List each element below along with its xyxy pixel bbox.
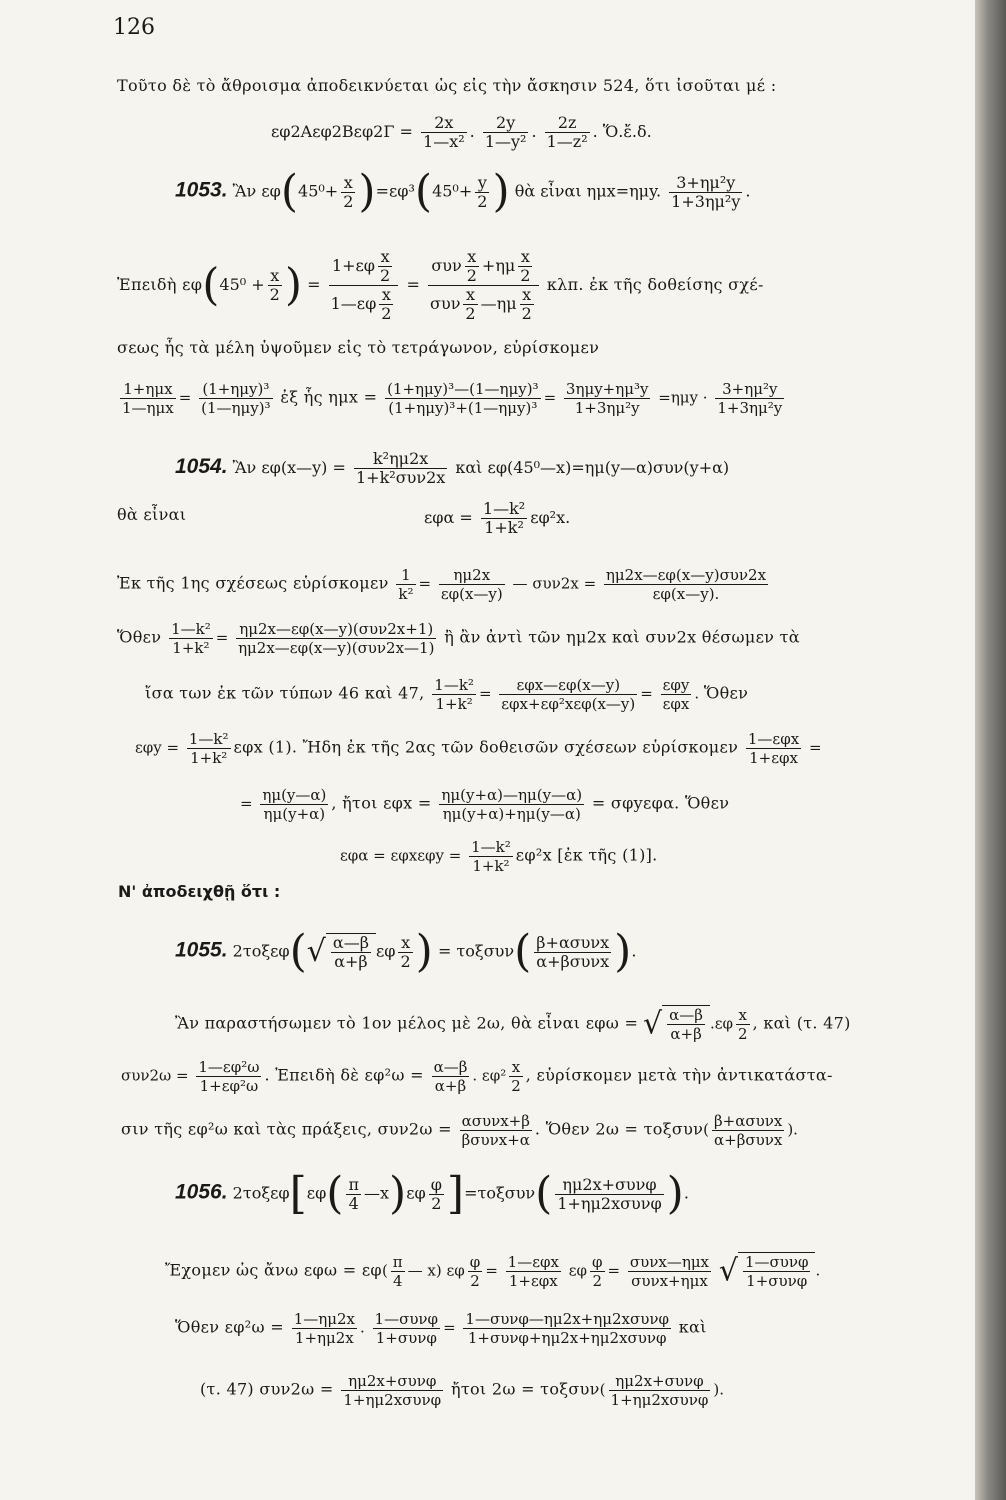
book-page-edge [975, 0, 1006, 1500]
final-line: (τ. 47) συν2ω = $\frac{\text{ημ2x+συνφ}}{\text{1+ημ2xσυνφ}}$ ἤτοι 2ω = τοξσυν( $\frac{\text{ημ2x+συνφ}}{\text{1+ημ2xσυνφ}}$ ). [200, 1372, 724, 1409]
intro-line: Τοῦτο δὲ τὸ ἄθροισμα ἀποδεικνύεται ὡς εἰς τὴν ἄσκησιν 524, ὅτι ἰσοῦται μέ : [117, 76, 777, 95]
substitution-line: σιν τῆς εφ²ω καὶ τὰς πράξεις, συν2ω = $\frac{\text{ασυνx+β}}{\text{βσυνx+α}}$ . Ὅθεν 2ω = τοξσυν( $\frac{\text{β+ασυνx}}{\text{α+βσυνx}}$ ). [121, 1112, 798, 1149]
exercise-1056: 1056. 2τοξεφ[εφ( $\frac{\pi}{4}$ —x)εφ $\frac{\varphi}{2}$ ]=τοξσυν( $\frac{\text{ημ2x+συνφ}}{\text{1+ημ2xσυνφ}}$ ). [175, 1168, 689, 1219]
tan-y-line: εφy = $\frac{\text{1—k²}}{\text{1+k²}}$ εφx (1). Ἤδη ἐκ τῆς 2ας τῶν δοθεισῶν σχέσεων εὑρίσκομεν $\frac{\text{1—εφx}}{\text{1+εφx}}$ = [135, 730, 822, 767]
equal-values-line: ἴσα των ἐκ τῶν τύπων 46 καὶ 47, $\frac{\text{1—k²}}{\text{1+k²}}$ = $\frac{\text{εφx—εφ(x—y)}}{\text{εφx+εφ²xεφ(x—y)}}$ = $\frac{\text{εφy}}{\text{εφx}}$ . Ὅθεν [145, 676, 749, 713]
result-line: $\frac{\text{1+ημx}}{\text{1—ημx}}$ = $\frac{\text{(1+ημy)³}}{\text{(1—ημy)³}}$ ἐξ ἧς ημx = $\frac{\text{(1+ημy)³—(1—ημy)³}}{\text{(1+ημy)³+(1—ημy)³}}$ = $\frac{\text{3ημy+ημ³y}}{\text{1+3ημ²y}}$ =ημy · $\frac{\text{3+ημ²y}}{\text{1+3ημ²y}}$ [122, 380, 783, 417]
exercise-1055: 1055. 2τοξεφ(√ $\frac{\alpha—\beta}{\alpha+\beta}$ εφ $\frac{x}{2}$ ) = τοξσυν( $\frac{\text{β+ασυνx}}{\text{α+βσυνx}}$ ). [175, 926, 637, 977]
tan-alpha-result: εφα = εφxεφy = $\frac{\text{1—k²}}{\text{1+k²}}$ εφ²x [ἐκ τῆς (1)]. [340, 838, 658, 875]
have-line: Ἔχομεν ὡς ἄνω εφω = εφ( $\frac{\pi}{4}$ — x) εφ $\frac{\varphi}{2}$ = $\frac{\text{1—εφx}}{\text{1+εφx}}$ εφ $\frac{\varphi}{2}$ = $\frac{\text{συνx—ημx}}{\text{συνx+ημx}}$ √ $\frac{\text{1—συνφ}}{\text{1+συνφ}}$ . [165, 1253, 821, 1290]
cos-two-omega-line: συν2ω = $\frac{\text{1—εφ²ω}}{\text{1+εφ²ω}}$ . Ἐπειδὴ δὲ εφ²ω = $\frac{\alpha—\beta}{\alpha+\beta}$ . εφ² $\frac{x}{2}$ , εὑρίσκομεν μετὰ τὴν ἀντικατάστα- [121, 1058, 833, 1095]
hence-line-1: Ὅθεν $\frac{\text{1—k²}}{\text{1+k²}}$ = $\frac{\text{ημ2x—εφ(x—y)(συν2x+1)}}{\text{ημ2x—εφ(x—y)(συν2x—1)}}$ ἢ ἂν ἀντὶ τῶν ημ2x καὶ συν2x θέσωμεν τὰ [117, 620, 800, 657]
since-line: Ἐπειδὴ εφ(45⁰ + $\frac{x}{2}$ ) = 1+εφ $\frac{x}{2}$ 1—εφ $\frac{x}{2}$ = συν $\frac{x}{2}$ +ημ $\frac{x}{2}$ συν $\frac{x}{2}$ —ημ $\frac{x}{2}$ κλπ. ἐκ τῆς δοθείσης σχέ- [117, 247, 764, 323]
tan-alpha-formula: εφα = $\frac{\text{1—k²}}{\text{1+k²}}$ εφ²x. [424, 499, 571, 537]
exercise-1053: 1053. Ἂν εφ(45⁰+ $\frac{x}{2}$ )=εφ³(45⁰+ $\frac{y}{2}$ ) θὰ εἶναι ημx=ημy. $\frac{\text{3+ημ²y}}{\text{1+3ημ²y}}$ . [175, 166, 751, 217]
squares-line: σεως ἧς τὰ μέλη ὑψοῦμεν εἰς τὸ τετράγωνον, εὑρίσκομεν [117, 338, 600, 357]
product-formula: εφ2Αεφ2Βεφ2Γ = $\frac{2x}{\text{1—x²}}$ . $\frac{2y}{\text{1—y²}}$ . $\frac{2z}{\text{1—z²}}$ . Ὅ.ἔ.δ. [271, 113, 652, 151]
page-number: 126 [113, 15, 155, 40]
from-first-relation: Ἐκ τῆς 1ης σχέσεως εὑρίσκομεν $\frac{1}{\text{k²}}$ = $\frac{\eta\mu 2x}{\varepsilon\varphi(x—y)}$ — συν2x = $\frac{\text{ημ2x—εφ(x—y)συν2x}}{\varepsilon\varphi(x—y).}$ [117, 566, 767, 603]
prove-heading: Ν' ἀποδειχθῇ ὅτι : [118, 882, 281, 901]
two-omega-line: Ἂν παραστήσωμεν τὸ 1ον μέλος μὲ 2ω, θὰ εἶναι εφω = √ $\frac{\alpha—\beta}{\alpha+\beta}$ .εφ $\frac{x}{2}$ , καὶ (τ. 47) [175, 1006, 851, 1043]
hence-line-2: Ὅθεν εφ²ω = $\frac{1—\eta\mu 2x}{1+\eta\mu 2x}$ . $\frac{\text{1—συνφ}}{\text{1+συνφ}}$ = $\frac{\text{1—συνφ—ημ2x+ημ2xσυνφ}}{\text{1+συνφ+ημ2x+ημ2xσυνφ}}$ καὶ [175, 1310, 707, 1347]
then-line: θὰ εἶναι [117, 505, 187, 524]
exercise-1054: 1054. Ἂν εφ(x—y) = $\frac{\text{k²ημ2x}}{\text{1+k²συν2x}}$ καὶ εφ(45⁰—x)=ημ(y—α)συν(y+α) [175, 449, 730, 487]
sine-ratio-line: = $\frac{\eta\mu(y—\alpha)}{\eta\mu(y+\alpha)}$ , ἤτοι εφx = $\frac{\eta\mu(y+\alpha)—\eta\mu(y—\alpha)}{\eta\mu(y+\alpha)+\eta\mu(y—\alpha)}$ = σφyεφα. Ὅθεν [240, 786, 730, 823]
